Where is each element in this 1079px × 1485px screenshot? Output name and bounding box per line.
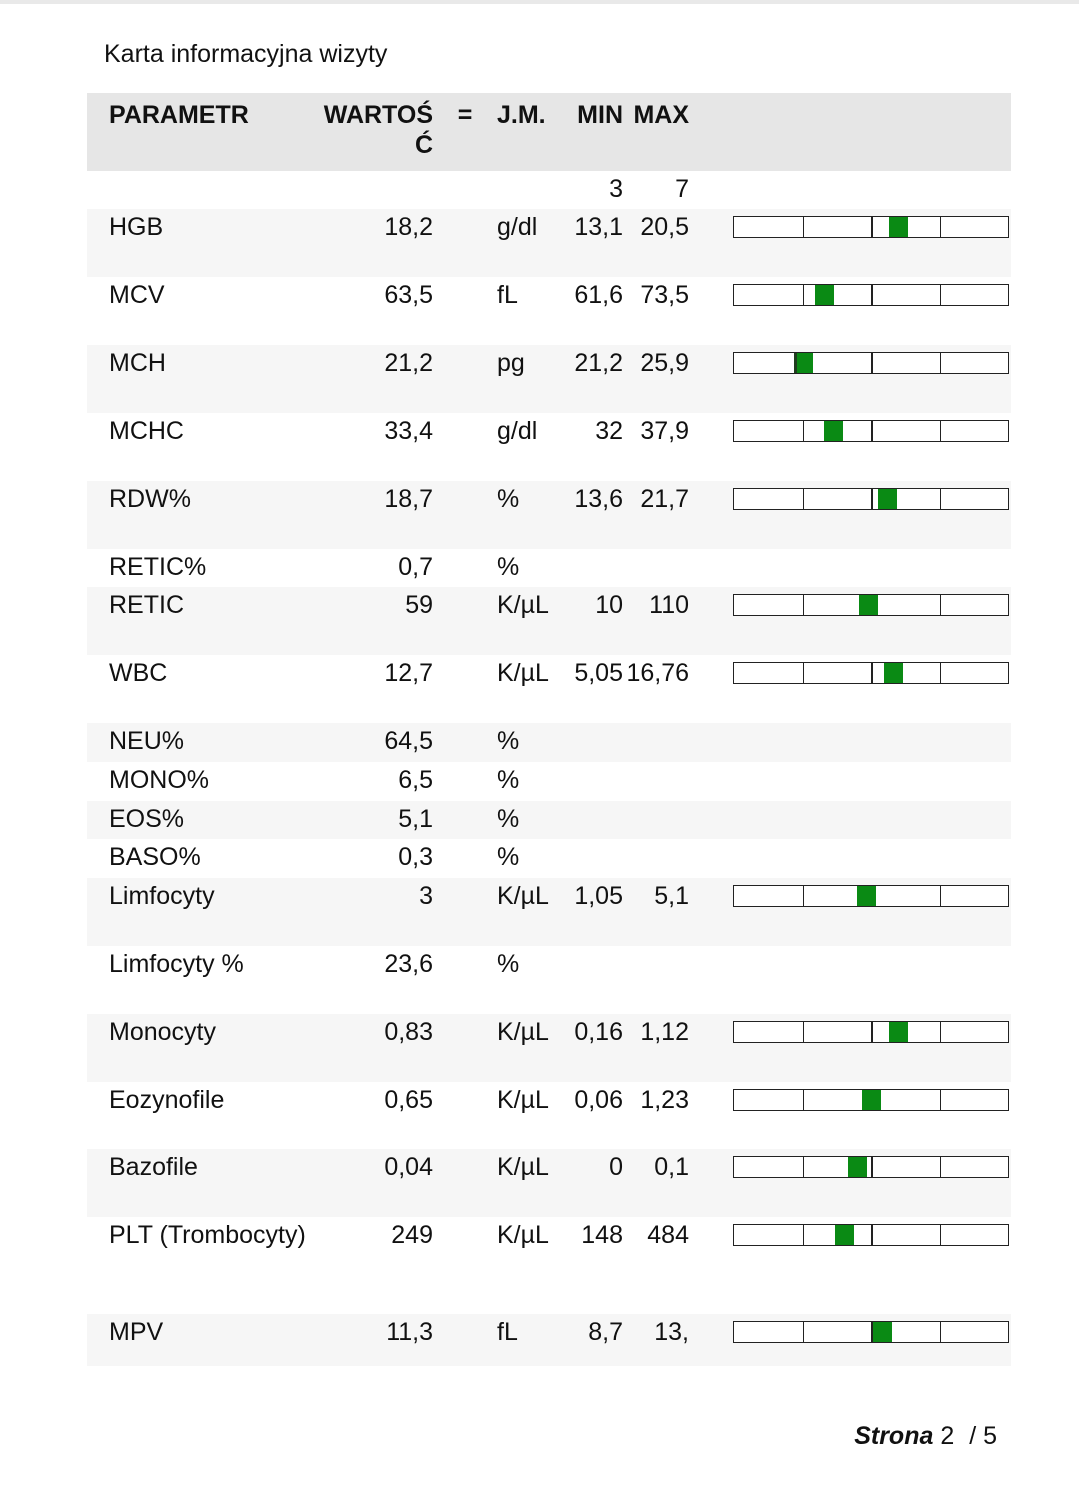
param-name: MONO% <box>109 766 209 794</box>
table-header <box>87 93 1011 171</box>
param-min: 1,05 <box>574 882 623 910</box>
param-min: 148 <box>581 1221 623 1249</box>
param-name: PLT (Trombocyty) <box>109 1221 306 1249</box>
range-tick <box>940 886 942 906</box>
param-value: 249 <box>391 1221 433 1249</box>
range-marker <box>857 886 876 906</box>
header-unit: J.M. <box>497 101 546 129</box>
param-max: 1,23 <box>640 1086 689 1114</box>
param-unit: K/µL <box>497 882 549 910</box>
param-value: 59 <box>405 591 433 619</box>
range-bar-cell <box>689 1086 1011 1111</box>
header-value: WARTOŚĆ <box>323 101 433 159</box>
param-unit: K/µL <box>497 1153 549 1181</box>
range-tick <box>940 663 942 683</box>
param-unit: K/µL <box>497 1018 549 1046</box>
range-bar-cell <box>689 281 1011 306</box>
range-bar-cell <box>689 1318 1011 1343</box>
table-body <box>87 171 1011 1366</box>
range-bar <box>733 594 1009 616</box>
param-max: 73,5 <box>640 281 689 309</box>
param-unit: g/dl <box>497 417 538 445</box>
range-bar-cell <box>689 349 1011 374</box>
table-row <box>87 655 1011 723</box>
range-bar <box>733 352 1009 374</box>
table-row <box>87 549 1011 587</box>
range-bar <box>733 662 1009 684</box>
param-unit: % <box>497 843 520 871</box>
range-bar-cell <box>689 950 1011 953</box>
range-bar <box>733 216 1009 238</box>
param-value: 21,2 <box>384 349 433 377</box>
range-tick <box>940 1322 942 1342</box>
range-tick <box>871 663 873 683</box>
param-min: 3 <box>609 175 623 203</box>
param-unit: % <box>497 485 520 513</box>
range-bar-cell <box>689 175 1011 178</box>
param-max: 484 <box>647 1221 689 1249</box>
range-marker <box>835 1225 854 1245</box>
range-tick <box>803 1225 805 1245</box>
table-row <box>87 1217 1011 1314</box>
range-tick <box>940 489 942 509</box>
param-value: 12,7 <box>384 659 433 687</box>
table-row <box>87 1149 1011 1217</box>
param-max: 7 <box>675 175 689 203</box>
param-name: Eozynofile <box>109 1086 225 1114</box>
param-value: 5,1 <box>398 805 433 833</box>
range-tick <box>940 1022 942 1042</box>
param-name: MCH <box>109 349 166 377</box>
param-min: 21,2 <box>574 349 623 377</box>
range-tick <box>940 285 942 305</box>
range-bar <box>733 1156 1009 1178</box>
range-marker <box>815 285 834 305</box>
param-value: 11,3 <box>386 1318 433 1346</box>
param-max: 37,9 <box>640 417 689 445</box>
param-name: NEU% <box>109 727 185 755</box>
param-value: 23,6 <box>384 950 433 978</box>
param-min: 10 <box>595 591 623 619</box>
range-tick <box>871 217 873 237</box>
param-min: 0,06 <box>574 1086 623 1114</box>
header-max: MAX <box>633 101 689 129</box>
range-tick <box>803 663 805 683</box>
range-bar-cell <box>689 766 1011 769</box>
range-marker <box>794 353 813 373</box>
footer-label: Strona <box>854 1422 934 1450</box>
param-unit: % <box>497 766 520 794</box>
range-marker <box>873 1322 892 1342</box>
range-bar <box>733 284 1009 306</box>
param-value: 33,4 <box>384 417 433 445</box>
range-bar <box>733 885 1009 907</box>
param-max: 21,7 <box>640 485 689 513</box>
param-name: Monocyty <box>109 1018 216 1046</box>
param-value: 0,3 <box>398 843 433 871</box>
range-tick <box>940 595 942 615</box>
table-row <box>87 277 1011 345</box>
param-unit: % <box>497 950 520 978</box>
param-max: 5,1 <box>654 882 689 910</box>
range-tick <box>940 1090 942 1110</box>
range-tick <box>871 353 873 373</box>
param-value: 0,7 <box>398 553 433 581</box>
param-name: RDW% <box>109 485 191 513</box>
param-value: 6,5 <box>398 766 433 794</box>
range-marker <box>889 217 908 237</box>
range-bar <box>733 1224 1009 1246</box>
footer-page: 2 <box>940 1422 955 1450</box>
param-max: 25,9 <box>640 349 689 377</box>
range-marker <box>848 1157 867 1177</box>
table-row <box>87 481 1011 549</box>
param-value: 0,04 <box>384 1153 433 1181</box>
param-unit: K/µL <box>497 1086 549 1114</box>
param-value: 18,2 <box>384 213 433 241</box>
param-unit: % <box>497 805 520 833</box>
table-row <box>87 946 1011 1014</box>
param-unit: fL <box>497 1318 518 1346</box>
table-row <box>87 839 1011 878</box>
range-marker <box>824 421 843 441</box>
param-min: 13,6 <box>574 485 623 513</box>
param-name: Limfocyty % <box>109 950 244 978</box>
range-tick <box>940 1225 942 1245</box>
param-name: MCV <box>109 281 165 309</box>
range-tick <box>871 1225 873 1245</box>
range-bar-cell <box>689 659 1011 684</box>
header-min: MIN <box>577 101 623 129</box>
param-min: 8,7 <box>588 1318 623 1346</box>
range-tick <box>803 217 805 237</box>
page-footer <box>854 1422 997 1451</box>
header-param: PARAMETR <box>109 101 249 129</box>
param-name: RETIC% <box>109 553 207 581</box>
range-tick <box>803 421 805 441</box>
range-tick <box>940 353 942 373</box>
param-max: 1,12 <box>640 1018 689 1046</box>
range-bar <box>733 420 1009 442</box>
range-bar <box>733 488 1009 510</box>
range-tick <box>871 1157 873 1177</box>
range-tick <box>803 1157 805 1177</box>
range-tick <box>803 886 805 906</box>
range-tick <box>871 285 873 305</box>
param-value: 18,7 <box>384 485 433 513</box>
range-tick <box>871 1022 873 1042</box>
range-tick <box>940 1157 942 1177</box>
range-bar-cell <box>689 1221 1011 1246</box>
param-max: 0,1 <box>654 1153 689 1181</box>
table-row <box>87 723 1011 762</box>
table-row <box>87 1082 1011 1149</box>
range-tick <box>803 285 805 305</box>
param-max: 16,76 <box>626 659 689 687</box>
range-bar <box>733 1089 1009 1111</box>
param-min: 5,05 <box>574 659 623 687</box>
range-tick <box>803 1022 805 1042</box>
param-value: 3 <box>419 882 433 910</box>
param-name: BASO% <box>109 843 201 871</box>
range-marker <box>878 489 897 509</box>
table-row <box>87 209 1011 277</box>
param-max: 13, <box>654 1318 689 1346</box>
param-name: EOS% <box>109 805 185 833</box>
table-row <box>87 345 1011 413</box>
results-table <box>87 93 1011 1366</box>
range-bar-cell <box>689 1153 1011 1178</box>
range-bar <box>733 1021 1009 1043</box>
table-row <box>87 587 1011 655</box>
range-bar-cell <box>689 727 1011 730</box>
table-row <box>87 878 1011 946</box>
range-bar-cell <box>689 553 1011 556</box>
param-value: 63,5 <box>384 281 433 309</box>
document-title: Karta informacyjna wizyty <box>104 40 388 68</box>
param-min: 32 <box>595 417 623 445</box>
param-unit: g/dl <box>497 213 538 241</box>
range-bar <box>733 1321 1009 1343</box>
param-unit: % <box>497 727 520 755</box>
param-min: 61,6 <box>574 281 623 309</box>
range-tick <box>871 421 873 441</box>
footer-total: / 5 <box>969 1422 997 1450</box>
range-bar-cell <box>689 1018 1011 1043</box>
range-marker <box>889 1022 908 1042</box>
param-unit: K/µL <box>497 591 549 619</box>
param-value: 0,83 <box>384 1018 433 1046</box>
param-max: 20,5 <box>640 213 689 241</box>
param-name: MPV <box>109 1318 164 1346</box>
param-max: 110 <box>649 591 689 619</box>
param-unit: % <box>497 553 520 581</box>
param-name: WBC <box>109 659 168 687</box>
range-bar-cell <box>689 485 1011 510</box>
range-tick <box>940 421 942 441</box>
range-marker <box>884 663 903 683</box>
param-min: 0,16 <box>574 1018 623 1046</box>
range-bar-cell <box>689 417 1011 442</box>
table-row <box>87 762 1011 801</box>
top-border <box>0 0 1079 4</box>
range-tick <box>803 1322 805 1342</box>
param-unit: pg <box>497 349 525 377</box>
header-eq: = <box>457 101 473 129</box>
param-name: Bazofile <box>109 1153 198 1181</box>
table-row <box>87 413 1011 481</box>
range-bar-cell <box>689 882 1011 907</box>
param-name: HGB <box>109 213 164 241</box>
range-tick <box>871 489 873 509</box>
param-min: 13,1 <box>574 213 623 241</box>
range-marker <box>862 1090 881 1110</box>
range-tick <box>940 217 942 237</box>
table-row <box>87 1314 1011 1366</box>
range-tick <box>803 489 805 509</box>
param-value: 64,5 <box>384 727 433 755</box>
range-bar-cell <box>689 805 1011 808</box>
param-unit: K/µL <box>497 1221 549 1249</box>
range-bar-cell <box>689 843 1011 846</box>
range-tick <box>803 1090 805 1110</box>
table-row <box>87 1014 1011 1082</box>
range-marker <box>859 595 878 615</box>
param-unit: fL <box>497 281 518 309</box>
param-unit: K/µL <box>497 659 549 687</box>
param-name: RETIC <box>109 591 184 619</box>
header-bar-column <box>689 100 1011 103</box>
param-name: Limfocyty <box>109 882 215 910</box>
param-name: MCHC <box>109 417 184 445</box>
param-value: 0,65 <box>384 1086 433 1114</box>
table-row <box>87 801 1011 839</box>
table-row <box>87 171 1011 209</box>
range-tick <box>803 595 805 615</box>
range-bar-cell <box>689 213 1011 238</box>
param-min: 0 <box>609 1153 623 1181</box>
range-bar-cell <box>689 591 1011 616</box>
